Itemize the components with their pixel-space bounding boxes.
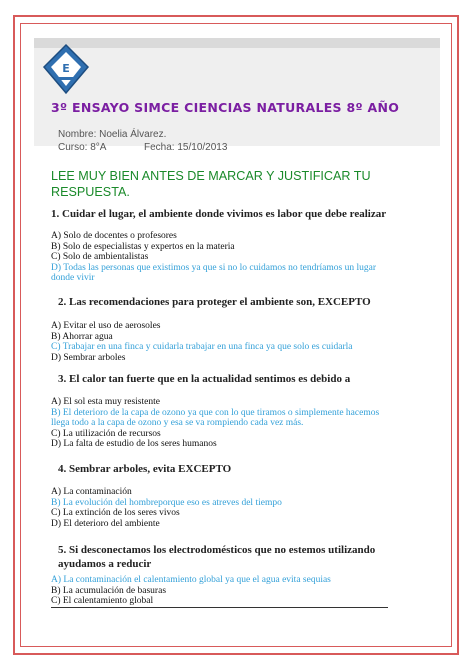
question-1-options xyxy=(51,231,396,284)
option-a: A) Solo de docentes o profesores xyxy=(51,231,177,241)
option-c: C) Solo de ambientalistas xyxy=(51,252,149,262)
course-label: Curso: 8°A xyxy=(58,142,107,153)
question-4: 4. Sembrar arboles, evita EXCEPTO xyxy=(58,463,232,475)
student-name: Nombre: Noelia Álvarez. xyxy=(58,129,167,140)
question-2-options xyxy=(51,321,396,363)
header-strip xyxy=(34,38,440,48)
question-3-options xyxy=(51,397,396,450)
question-5: 5. Si desconectamos los electrodomésticos que no estemos utilizando ayudamos a reducir xyxy=(58,544,376,570)
school-crest-icon xyxy=(42,43,90,95)
option-d: D) La falta de estudio de los seres humanos xyxy=(51,439,217,449)
option-c: C) El calentamiento global xyxy=(51,596,154,606)
option-d: D) El deterioro del ambiente xyxy=(51,518,160,529)
option-a: A) Evitar el uso de aerosoles xyxy=(51,321,161,331)
option-c: C) La extinción de los seres vivos xyxy=(51,508,180,518)
option-a: A) El sol esta muy resistente xyxy=(51,397,160,407)
option-b: B) Ahorrar agua xyxy=(51,331,113,342)
option-b: B) La acumulación de basuras xyxy=(51,585,167,596)
question-4-options xyxy=(51,487,396,529)
exam-title: 3º ENSAYO SIMCE CIENCIAS NATURALES 8º AÑO xyxy=(51,100,400,115)
question-5-options xyxy=(51,575,396,607)
question-3: 3. El calor tan fuerte que en la actualidad sentimos es debido a xyxy=(58,373,351,385)
svg-text:E: E xyxy=(62,62,70,75)
option-d: D) Sembrar arboles xyxy=(51,352,126,363)
option-a: A) La contaminación xyxy=(51,487,132,497)
question-1: 1. Cuidar el lugar, el ambiente donde vivimos es labor que debe realizar xyxy=(51,208,387,220)
date-label: Fecha: 15/10/2013 xyxy=(144,142,228,153)
option-a-selected: A) La contaminación el calentamiento global ya que el agua evita sequias xyxy=(51,575,331,585)
option-b-selected: B) La evolución del hombreporque eso es atreves del tiempo xyxy=(51,497,282,508)
question-2: 2. Las recomendaciones para proteger el ambiente son, EXCEPTO xyxy=(58,296,371,308)
option-b-selected: B) El deterioro de la capa de ozono ya que con lo que tiramos o simplemente hacemos llega todo a la capa de ozono y esa se va rompiendo cada vez más. xyxy=(51,407,380,428)
option-b: B) Solo de especialistas y expertos en la materia xyxy=(51,241,235,252)
option-d-selected: D) Todas las personas que existimos ya que si no lo cuidamos no tendríamos un lugar donde vivir xyxy=(51,262,377,283)
option-c-selected: C) Trabajar en una finca y cuidarla trabajar en una finca ya que solo es cuidarla xyxy=(51,342,353,352)
option-c: C) La utilización de recursos xyxy=(51,428,161,439)
instructions: LEE MUY BIEN ANTES DE MARCAR Y JUSTIFICAR TU RESPUESTA. xyxy=(51,169,371,199)
bottom-rule xyxy=(51,607,388,608)
